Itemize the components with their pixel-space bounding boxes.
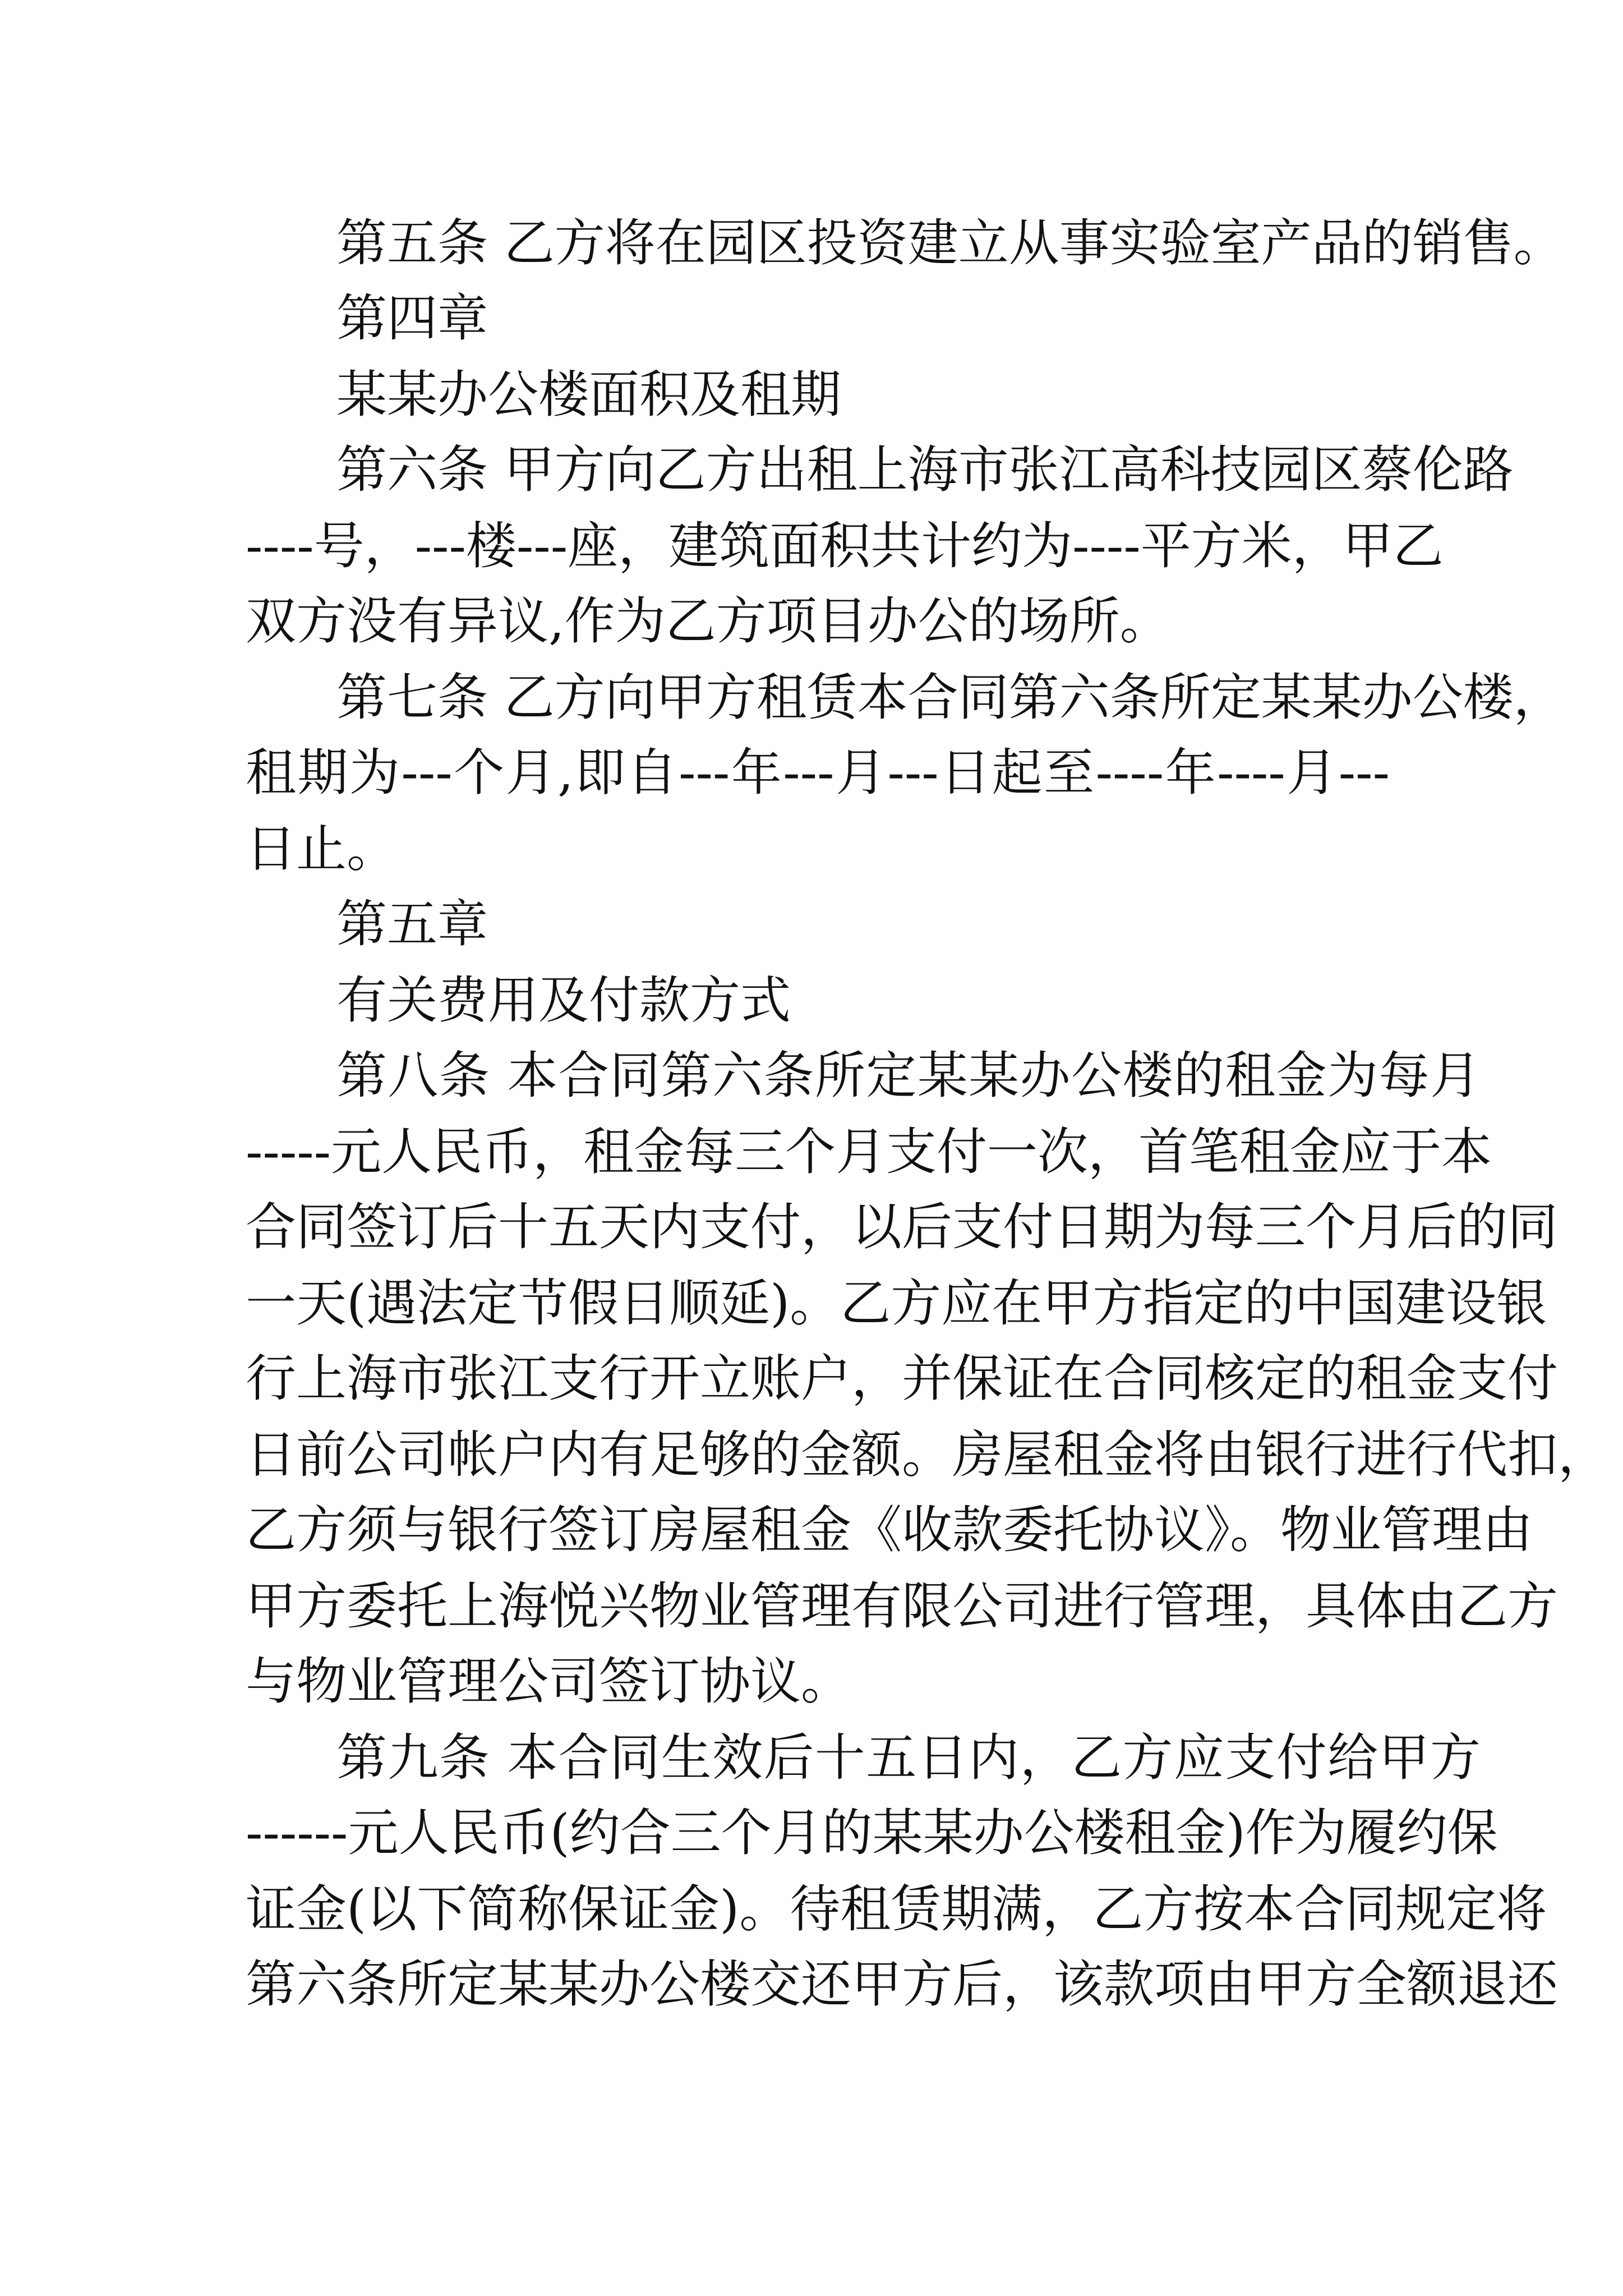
article-8-line-3: 合同签订后十五天内支付，以后支付日期为每三个月后的同 — [246, 1198, 1558, 1257]
article-7-line-1: 第七条 乙方向甲方租赁本合同第六条所定某某办公楼， — [336, 668, 1564, 727]
article-6-line-2: ----号，---楼---座，建筑面积共计约为----平方米，甲乙 — [246, 517, 1444, 576]
article-8-line-5: 行上海市张江支行开立账户，并保证在合同核定的租金支付 — [246, 1349, 1558, 1408]
article-7-line-2: 租期为---个月,即自---年---月---日起至----年----月--- — [246, 743, 1390, 802]
article-8-line-6: 日前公司帐户内有足够的金额。房屋租金将由银行进行代扣， — [246, 1425, 1608, 1484]
article-8-line-9: 与物业管理公司签订协议。 — [246, 1652, 851, 1711]
chapter-4-title: 某某办公楼面积及租期 — [336, 365, 841, 424]
article-9-line-3: 证金(以下简称保证金)。待租赁期满，乙方按本合同规定将 — [246, 1880, 1547, 1939]
article-5-line-1: 第五条 乙方将在园区投资建立从事实验室产品的销售。 — [336, 214, 1564, 273]
article-8-line-8: 甲方委托上海悦兴物业管理有限公司进行管理，具体由乙方 — [246, 1577, 1558, 1636]
article-8-line-2: -----元人民币，租金每三个月支付一次，首笔租金应于本 — [246, 1122, 1492, 1181]
chapter-5-title: 有关费用及付款方式 — [336, 971, 791, 1030]
article-8-line-4: 一天(遇法定节假日顺延)。乙方应在甲方指定的中国建设银 — [246, 1274, 1547, 1333]
chapter-4-heading: 第四章 — [336, 289, 488, 348]
article-6-line-3: 双方没有异议,作为乙方项目办公的场所。 — [246, 592, 1170, 651]
article-6-line-1: 第六条 甲方向乙方出租上海市张江高科技园区蔡伦路 — [336, 440, 1514, 499]
article-9-line-2: ------元人民币(约合三个月的某某办公楼租金)作为履约保 — [246, 1803, 1498, 1862]
article-9-line-4: 第六条所定某某办公楼交还甲方后，该款项由甲方全额退还 — [246, 1955, 1558, 2014]
article-8-line-1: 第八条 本合同第六条所定某某办公楼的租金为每月 — [336, 1046, 1481, 1105]
article-9-line-1: 第九条 本合同生效后十五日内，乙方应支付给甲方 — [336, 1728, 1481, 1787]
article-8-line-7: 乙方须与银行签订房屋租金《收款委托协议》。物业管理由 — [246, 1501, 1533, 1559]
article-7-line-3: 日止。 — [246, 820, 397, 878]
chapter-5-heading: 第五章 — [336, 895, 488, 954]
